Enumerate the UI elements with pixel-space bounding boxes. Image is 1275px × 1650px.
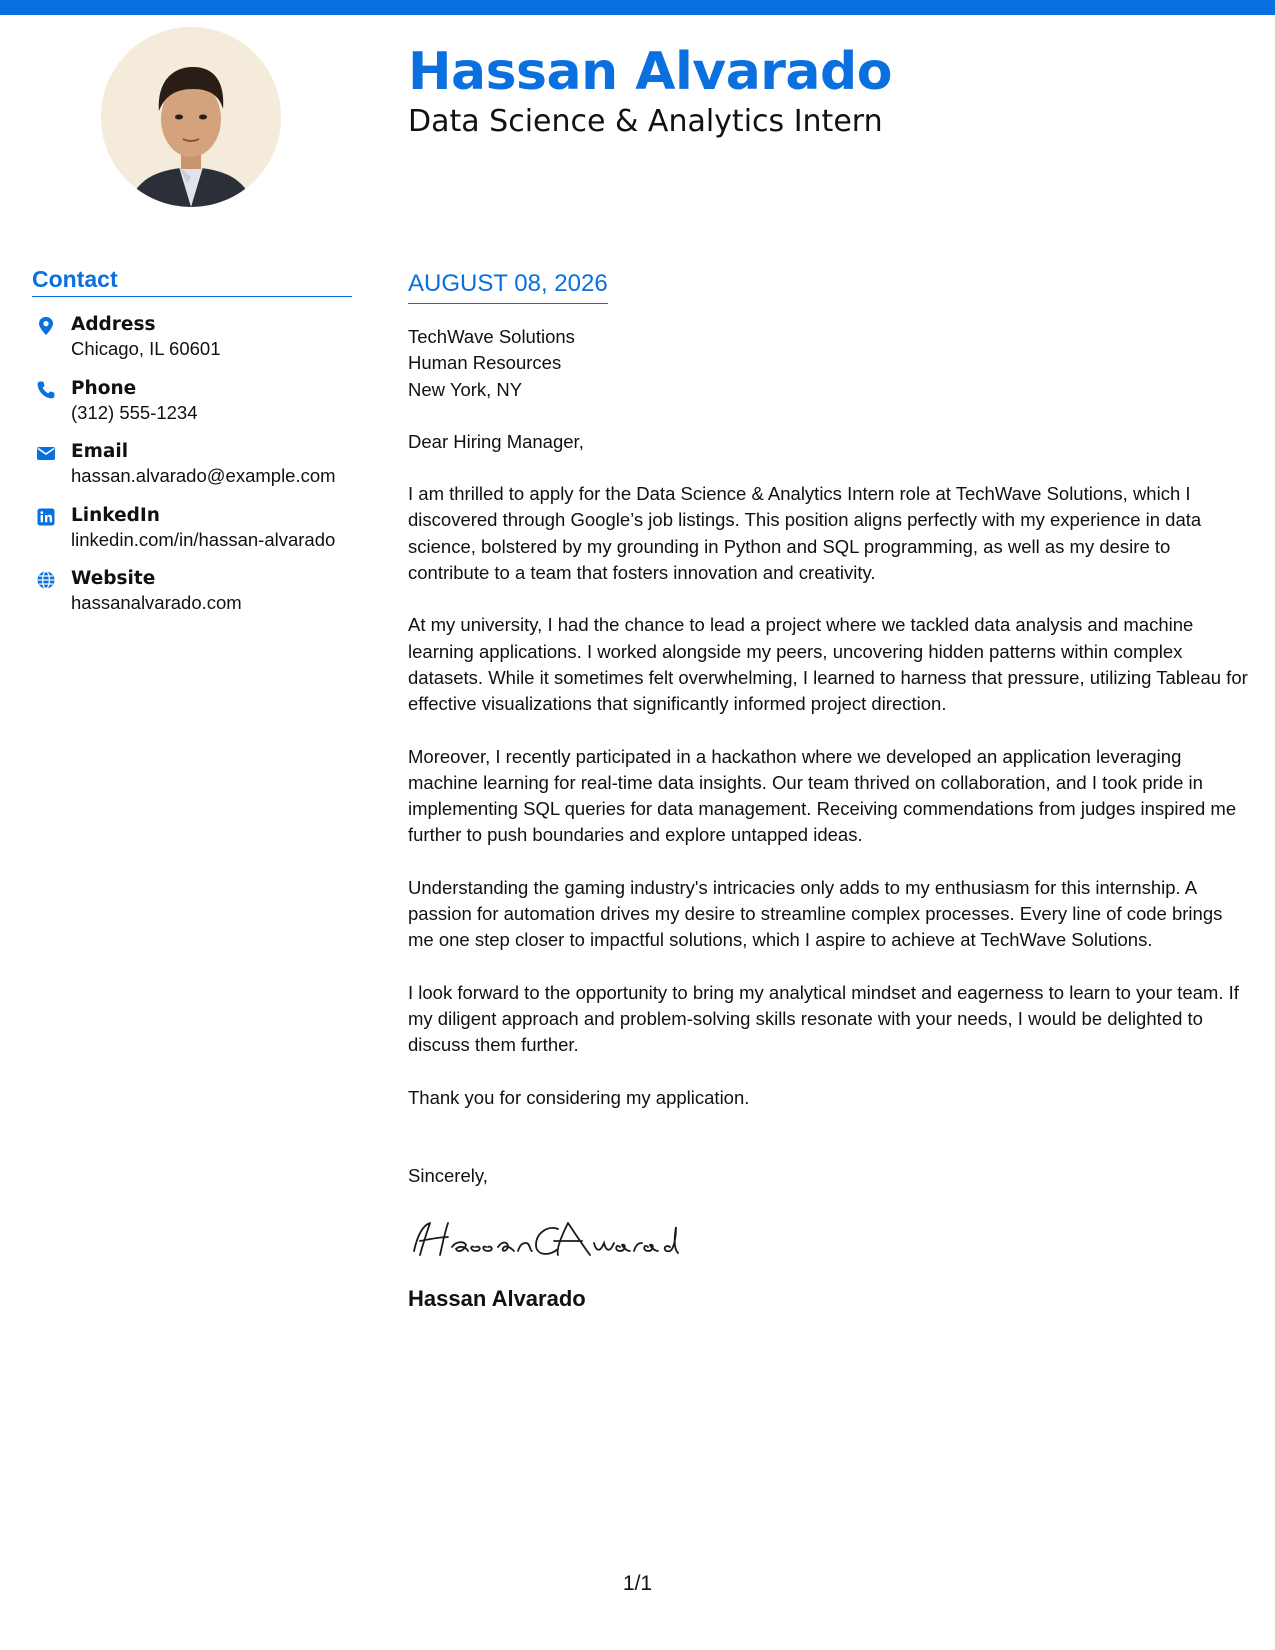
letter-date: AUGUST 08, 2026 — [408, 268, 608, 304]
contact-item-linkedin — [32, 504, 352, 568]
recipient-company: TechWave Solutions — [408, 326, 575, 347]
contact-item-website — [32, 567, 352, 631]
phone-icon — [36, 380, 56, 400]
handwritten-signature — [408, 1211, 698, 1266]
contact-item-phone — [32, 377, 352, 441]
job-title: Data Science & Analytics Intern — [408, 104, 883, 139]
letter-body — [408, 268, 1248, 1314]
letter-paragraph: I am thrilled to apply for the Data Science & Analytics Intern role at TechWave Solutions, which I discovered through Google’s job listings. This position aligns perfectly with my experience in data science, bolstered by my grounding in Python and SQL programming, as well as my desire to contribute to a team that fosters innovation and creativity. — [408, 483, 1202, 584]
contact-item-address — [32, 313, 352, 377]
salutation: Dear Hiring Manager, — [408, 430, 584, 452]
contact-label: Website — [71, 568, 156, 589]
contact-heading: Contact — [32, 264, 352, 297]
globe-icon — [36, 570, 56, 590]
letter-paragraph: Thank you for considering my application. — [408, 1086, 750, 1108]
linkedin-value: linkedin.com/in/hassan-alvarado — [71, 528, 336, 550]
contact-label: Email — [71, 441, 129, 462]
phone-value: (312) 555-1234 — [71, 401, 198, 423]
linkedin-icon — [36, 507, 56, 527]
recipient-location: New York, NY — [408, 378, 523, 400]
contact-list — [32, 313, 352, 631]
recipient-block — [408, 324, 1248, 403]
email-value: hassan.alvarado@example.com — [71, 465, 336, 486]
signer-name: Hassan Alvarado — [408, 1286, 586, 1312]
applicant-name: Hassan Alvarado — [408, 42, 892, 102]
closing: Sincerely, — [408, 1164, 488, 1186]
contact-label: Address — [71, 314, 156, 335]
contact-label: Phone — [71, 377, 137, 399]
profile-photo — [101, 27, 281, 207]
envelope-icon — [36, 443, 56, 463]
top-accent-bar — [0, 0, 1275, 15]
address-value: Chicago, IL 60601 — [71, 338, 221, 359]
map-pin-icon — [36, 316, 56, 336]
website-value: hassanalvarado.com — [71, 592, 242, 613]
letter-paragraph: Moreover, I recently participated in a hackathon where we developed an application leveraging machine learning for real-time data insights. Our team thrived on collaboration, and I took pride in implementing SQL queries for data management. Receiving commendations from judges inspired me further to push boundaries and explore untapped ideas. — [408, 745, 1237, 846]
recipient-department: Human Resources — [408, 352, 562, 374]
letter-paragraph: I look forward to the opportunity to bring my analytical mindset and eagerness to learn to your team. If my diligent approach and problem-solving skills resonate with your needs, I would be delighted to discuss them further. — [408, 981, 1239, 1056]
letter-paragraph: Understanding the gaming industry's intricacies only adds to my enthusiasm for this internship. A passion for automation drives my desire to streamline complex processes. Every line of code brings me one step closer to impactful solutions, which I aspire to achieve at TechWave Solutions. — [408, 876, 1223, 951]
contact-label: LinkedIn — [71, 504, 160, 526]
letter-paragraph: At my university, I had the chance to lead a project where we tackled data analysis and machine learning applications. I worked alongside my peers, uncovering hidden patterns within complex datasets. While it sometimes felt overwhelming, I learned to harness that pressure, utilizing Tableau for effective visualizations that significantly informed project direction. — [408, 614, 1248, 715]
page-number: 1/1 — [622, 1572, 653, 1595]
contact-sidebar — [32, 264, 352, 631]
contact-item-email — [32, 440, 352, 504]
